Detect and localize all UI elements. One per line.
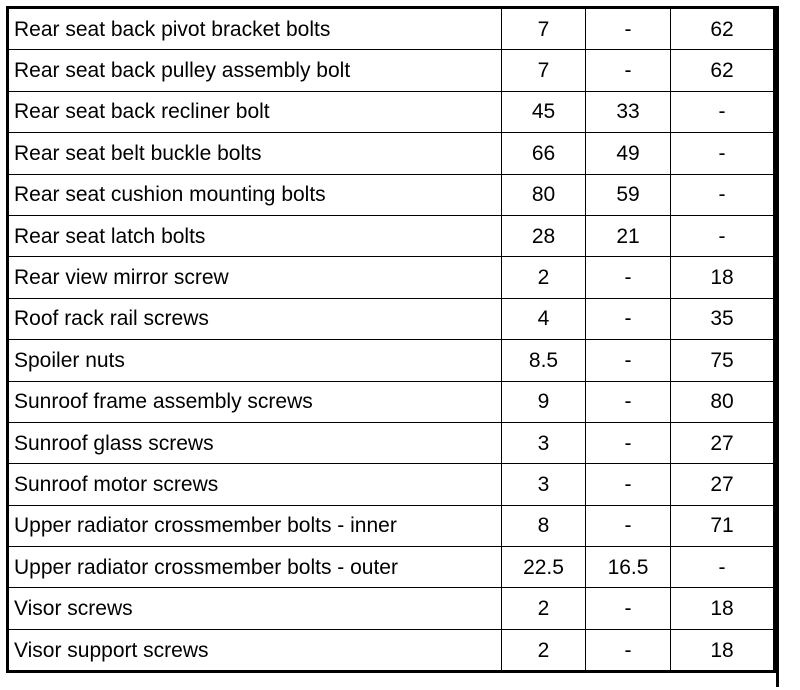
table-row (8, 8, 775, 50)
torque-ftlb-value: - (586, 381, 671, 422)
table-row (8, 340, 775, 381)
torque-nm-value: 3 (502, 422, 586, 463)
torque-inlb-value: - (671, 547, 775, 588)
torque-nm-value: 8.5 (502, 340, 586, 381)
table-row (8, 464, 775, 505)
torque-inlb-value: 75 (671, 340, 775, 381)
fastener-description: Visor screws (8, 588, 502, 629)
torque-ftlb-value: - (586, 505, 671, 546)
torque-nm-value: 22.5 (502, 547, 586, 588)
table-row (8, 629, 775, 671)
table-row (8, 422, 775, 463)
fastener-description: Rear view mirror screw (8, 257, 502, 298)
torque-nm-value: 2 (502, 629, 586, 671)
torque-ftlb-value: - (586, 50, 671, 91)
torque-nm-value: 2 (502, 588, 586, 629)
torque-nm-value: 8 (502, 505, 586, 546)
table-row (8, 588, 775, 629)
torque-inlb-value: 27 (671, 422, 775, 463)
torque-ftlb-value: 49 (586, 133, 671, 174)
torque-inlb-value: - (671, 215, 775, 256)
table-row (8, 257, 775, 298)
torque-ftlb-value: - (586, 422, 671, 463)
torque-inlb-value: 35 (671, 298, 775, 339)
torque-ftlb-value: - (586, 298, 671, 339)
torque-ftlb-value: 21 (586, 215, 671, 256)
torque-ftlb-value: - (586, 464, 671, 505)
fastener-description: Sunroof frame assembly screws (8, 381, 502, 422)
torque-ftlb-value: 59 (586, 174, 671, 215)
table-row (8, 91, 775, 132)
torque-inlb-value: - (671, 174, 775, 215)
table-row (8, 298, 775, 339)
table-row (8, 50, 775, 91)
fastener-description: Rear seat back pulley assembly bolt (8, 50, 502, 91)
fastener-description: Rear seat belt buckle bolts (8, 133, 502, 174)
torque-inlb-value: 18 (671, 629, 775, 671)
torque-nm-value: 7 (502, 8, 586, 50)
torque-nm-value: 2 (502, 257, 586, 298)
torque-inlb-value: - (671, 91, 775, 132)
table-row (8, 133, 775, 174)
fastener-description: Visor support screws (8, 629, 502, 671)
torque-inlb-value: 18 (671, 588, 775, 629)
fastener-description: Upper radiator crossmember bolts - outer (8, 547, 502, 588)
fastener-description: Rear seat cushion mounting bolts (8, 174, 502, 215)
torque-inlb-value: 18 (671, 257, 775, 298)
torque-nm-value: 28 (502, 215, 586, 256)
table-row (8, 505, 775, 546)
fastener-description: Spoiler nuts (8, 340, 502, 381)
torque-inlb-value: 71 (671, 505, 775, 546)
torque-nm-value: 45 (502, 91, 586, 132)
fastener-description: Rear seat latch bolts (8, 215, 502, 256)
fastener-description: Sunroof motor screws (8, 464, 502, 505)
fastener-description: Sunroof glass screws (8, 422, 502, 463)
torque-nm-value: 66 (502, 133, 586, 174)
fastener-description: Roof rack rail screws (8, 298, 502, 339)
torque-inlb-value: 62 (671, 50, 775, 91)
torque-spec-table (6, 6, 776, 673)
torque-inlb-value: 27 (671, 464, 775, 505)
torque-inlb-value: - (671, 133, 775, 174)
torque-nm-value: 4 (502, 298, 586, 339)
table-row (8, 174, 775, 215)
fastener-description: Rear seat back pivot bracket bolts (8, 8, 502, 50)
table-row (8, 215, 775, 256)
table-row (8, 381, 775, 422)
torque-nm-value: 9 (502, 381, 586, 422)
torque-ftlb-value: 33 (586, 91, 671, 132)
fastener-description: Rear seat back recliner bolt (8, 91, 502, 132)
torque-ftlb-value: 16.5 (586, 547, 671, 588)
torque-nm-value: 3 (502, 464, 586, 505)
table-body (8, 8, 775, 672)
torque-ftlb-value: - (586, 340, 671, 381)
torque-ftlb-value: - (586, 8, 671, 50)
table-row (8, 547, 775, 588)
torque-ftlb-value: - (586, 588, 671, 629)
torque-inlb-value: 80 (671, 381, 775, 422)
right-border-rule (776, 6, 779, 687)
torque-inlb-value: 62 (671, 8, 775, 50)
torque-ftlb-value: - (586, 257, 671, 298)
torque-ftlb-value: - (586, 629, 671, 671)
torque-nm-value: 7 (502, 50, 586, 91)
fastener-description: Upper radiator crossmember bolts - inner (8, 505, 502, 546)
torque-nm-value: 80 (502, 174, 586, 215)
